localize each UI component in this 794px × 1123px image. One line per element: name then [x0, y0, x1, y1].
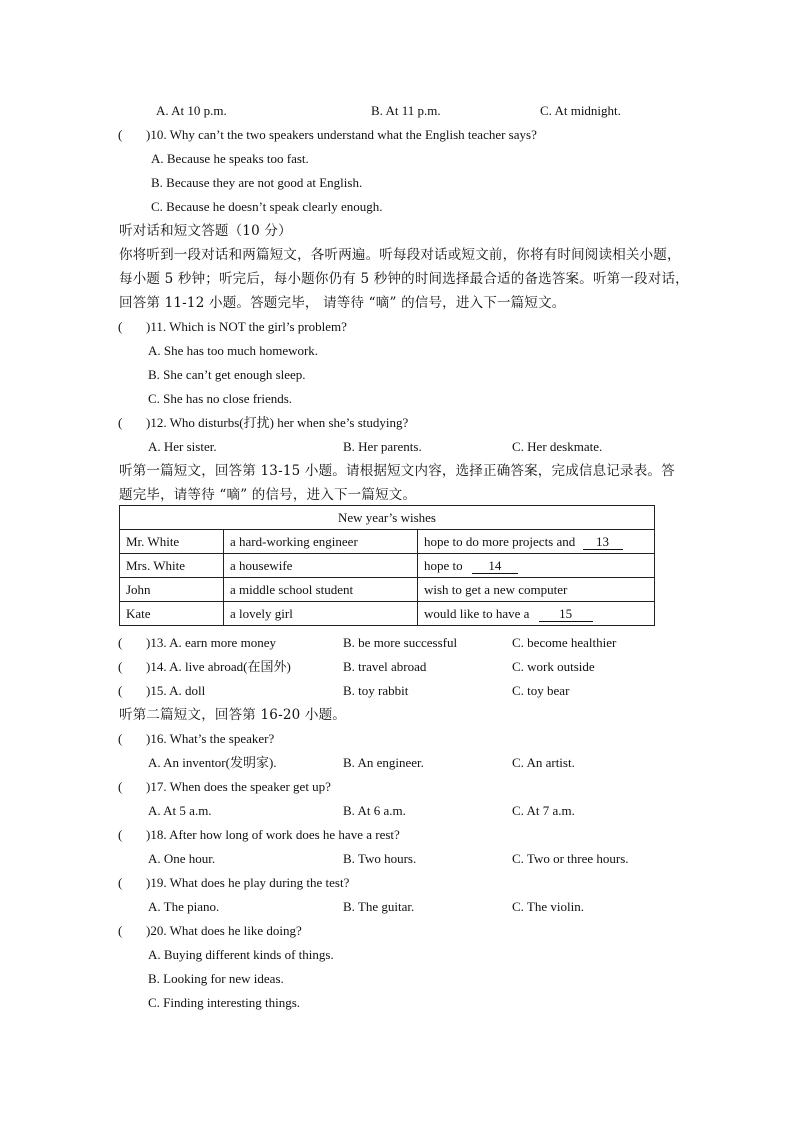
table-title: New year’s wishes — [120, 506, 655, 530]
q11-option-a: A. She has too much homework. — [148, 343, 319, 358]
answer-paren: ( — [118, 635, 123, 650]
q12-option-a: A. Her sister. — [148, 439, 217, 454]
question-12-stem: )12. Who disturbs(打扰) her when she’s studying? — [146, 415, 409, 430]
q9-option-c: C. At midnight. — [540, 103, 621, 118]
table-cell-name: Mrs. White — [120, 554, 224, 578]
table-row — [120, 554, 655, 578]
question-20-stem: )20. What does he like doing? — [146, 923, 302, 938]
passage1-instruction-line-1: 听第一篇短文，回答第 13-15 小题。请根据短文内容，选择正确答案，完成信息记录表。答 — [119, 463, 675, 479]
q20-option-a: A. Buying different kinds of things. — [148, 947, 334, 962]
q9-option-a: A. At 10 p.m. — [156, 103, 227, 118]
answer-blank-13[interactable]: 13 — [583, 535, 623, 550]
question-14 — [118, 659, 291, 675]
answer-paren: ( — [118, 659, 123, 674]
answer-paren: ( — [118, 127, 123, 142]
question-16-stem: )16. What’s the speaker? — [146, 731, 275, 746]
q16-option-a: A. An inventor(发明家). — [148, 755, 277, 770]
question-12 — [118, 415, 408, 431]
q17-option-c: C. At 7 a.m. — [512, 803, 575, 818]
question-19 — [118, 875, 349, 891]
question-10 — [118, 127, 537, 143]
table-cell-name: Mr. White — [120, 530, 224, 554]
q15-option-c: C. toy bear — [512, 683, 570, 698]
answer-blank-15[interactable]: 15 — [539, 607, 593, 622]
q14-option-c: C. work outside — [512, 659, 595, 674]
q20-option-b: B. Looking for new ideas. — [148, 971, 284, 986]
question-11 — [118, 319, 347, 335]
q12-option-c: C. Her deskmate. — [512, 439, 603, 454]
q20-option-c: C. Finding interesting things. — [148, 995, 301, 1010]
question-20 — [118, 923, 302, 939]
q18-option-c: C. Two or three hours. — [512, 851, 629, 866]
question-17 — [118, 779, 331, 795]
question-13 — [118, 635, 276, 651]
table-row — [120, 602, 655, 626]
table-cell-wish: wish to get a new computer — [418, 578, 655, 602]
instruction-line-1: 你将听到一段对话和两篇短文，各听两遍。听每段对话或短文前，你将有时间阅读相关小题， — [119, 247, 681, 263]
question-19-stem: )19. What does he play during the test? — [146, 875, 350, 890]
wish-text: hope to do more projects and — [424, 533, 576, 549]
answer-paren: ( — [118, 827, 123, 842]
q18-option-b: B. Two hours. — [343, 851, 417, 866]
instruction-line-2: 每小题 5 秒钟；听完后，每小题你仍有 5 秒钟的时间选择最合适的备选答案。听第一段对话， — [119, 271, 689, 287]
q14-option-b: B. travel abroad — [343, 659, 427, 674]
table-cell-wish — [418, 602, 655, 626]
question-17-stem: )17. When does the speaker get up? — [146, 779, 331, 794]
q18-option-a: A. One hour. — [148, 851, 216, 866]
q10-option-a: A. Because he speaks too fast. — [151, 151, 309, 166]
question-11-stem: )11. Which is NOT the girl’s problem? — [146, 319, 347, 334]
table-cell-desc: a housewife — [224, 554, 418, 578]
wishes-table — [119, 505, 655, 626]
q11-option-b: B. She can’t get enough sleep. — [148, 367, 306, 382]
table-cell-name: John — [120, 578, 224, 602]
question-16 — [118, 731, 274, 747]
instruction-line-3: 回答第 11-12 小题。答题完毕， 请等待 “嘀” 的信号，进入下一篇短文。 — [119, 295, 566, 311]
table-cell-desc: a hard-working engineer — [224, 530, 418, 554]
answer-paren: ( — [118, 731, 123, 746]
q16-option-b: B. An engineer. — [343, 755, 424, 770]
question-10-stem: )10. Why can’t the two speakers understand what the English teacher says? — [146, 127, 537, 142]
q10-option-b: B. Because they are not good at English. — [151, 175, 363, 190]
q10-option-c: C. Because he doesn’t speak clearly enough. — [151, 199, 383, 214]
q12-option-b: B. Her parents. — [343, 439, 422, 454]
wish-text: would like to have a — [424, 605, 530, 621]
answer-paren: ( — [118, 923, 123, 938]
table-row — [120, 530, 655, 554]
q9-option-b: B. At 11 p.m. — [371, 103, 441, 118]
q16-option-c: C. An artist. — [512, 755, 575, 770]
table-cell-wish — [418, 554, 655, 578]
table-cell-wish — [418, 530, 655, 554]
q17-option-a: A. At 5 a.m. — [148, 803, 212, 818]
question-18 — [118, 827, 400, 843]
answer-paren: ( — [118, 415, 123, 430]
q13-option-c: C. become healthier — [512, 635, 617, 650]
q19-option-b: B. The guitar. — [343, 899, 415, 914]
question-14-stem: )14. A. live abroad(在国外) — [146, 659, 291, 674]
q17-option-b: B. At 6 a.m. — [343, 803, 406, 818]
answer-blank-14[interactable]: 14 — [472, 559, 518, 574]
answer-paren: ( — [118, 779, 123, 794]
q15-option-b: B. toy rabbit — [343, 683, 409, 698]
wish-text: hope to — [424, 557, 463, 573]
section-title: 听对话和短文答题（10 分） — [119, 223, 292, 239]
passage2-instruction: 听第二篇短文，回答第 16-20 小题。 — [119, 707, 347, 723]
q13-option-b: B. be more successful — [343, 635, 458, 650]
passage1-instruction-line-2: 题完毕，请等待 “嘀” 的信号，进入下一篇短文。 — [119, 487, 417, 503]
answer-paren: ( — [118, 875, 123, 890]
table-cell-name: Kate — [120, 602, 224, 626]
q19-option-a: A. The piano. — [148, 899, 220, 914]
question-13-stem: )13. A. earn more money — [146, 635, 276, 650]
answer-paren: ( — [118, 319, 123, 334]
table-cell-desc: a middle school student — [224, 578, 418, 602]
q11-option-c: C. She has no close friends. — [148, 391, 293, 406]
answer-paren: ( — [118, 683, 123, 698]
q19-option-c: C. The violin. — [512, 899, 584, 914]
question-15-stem: )15. A. doll — [146, 683, 206, 698]
table-title-row — [120, 506, 655, 530]
table-row — [120, 578, 655, 602]
question-18-stem: )18. After how long of work does he have a rest? — [146, 827, 400, 842]
table-cell-desc: a lovely girl — [224, 602, 418, 626]
question-15 — [118, 683, 205, 699]
